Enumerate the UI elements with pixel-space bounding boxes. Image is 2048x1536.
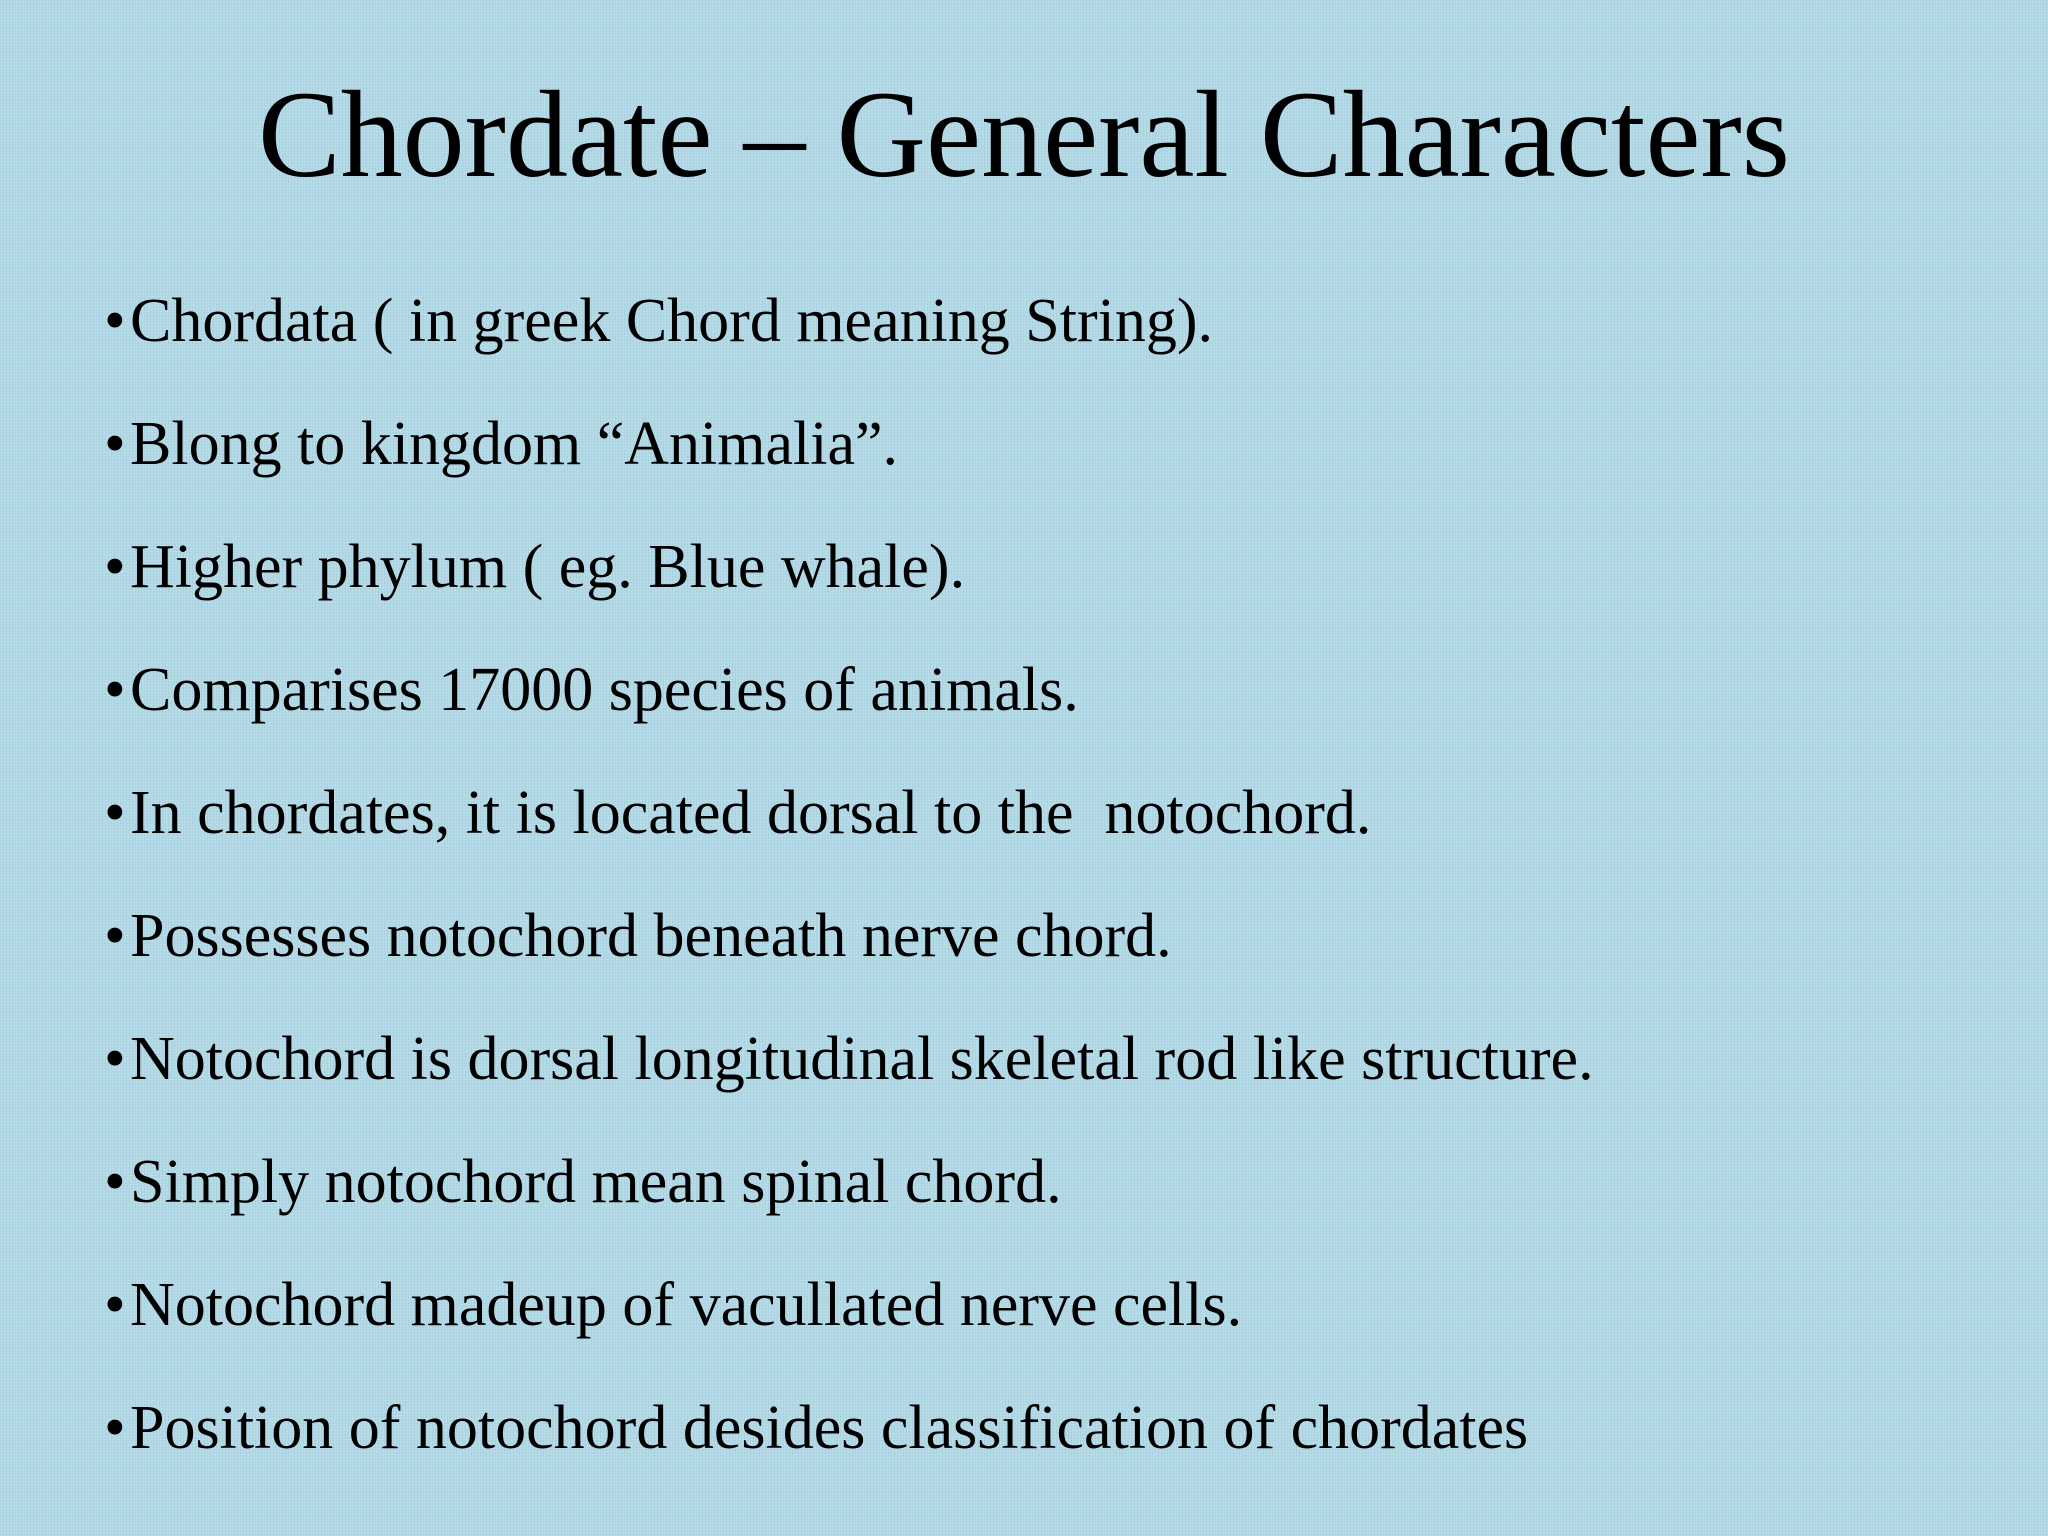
bullet-text: Higher phylum ( eg. Blue whale). xyxy=(130,533,966,601)
bullet-item xyxy=(104,506,1984,629)
bullet-text: Position of notochord desides classification of chordates xyxy=(130,1394,1529,1462)
bullet-icon: • xyxy=(104,656,126,724)
bullet-item xyxy=(104,1121,1984,1244)
bullet-item xyxy=(104,1244,1984,1367)
bullet-text: Blong to kingdom “Animalia”. xyxy=(130,410,899,478)
bullet-icon: • xyxy=(104,779,126,847)
bullet-icon: • xyxy=(104,1394,126,1462)
bullet-text: Simply notochord mean spinal chord. xyxy=(130,1148,1062,1216)
bullet-icon: • xyxy=(104,410,126,478)
bullet-text: Chordata ( in greek Chord meaning String). xyxy=(130,287,1214,355)
bullet-text: Possesses notochord beneath nerve chord. xyxy=(130,902,1172,970)
bullet-text: Notochord madeup of vacullated nerve cells. xyxy=(130,1271,1243,1339)
bullet-list xyxy=(104,260,1984,1490)
bullet-item xyxy=(104,875,1984,998)
bullet-icon: • xyxy=(104,902,126,970)
bullet-icon: • xyxy=(104,287,126,355)
bullet-text: Notochord is dorsal longitudinal skeletal rod like structure. xyxy=(130,1025,1594,1093)
slide-title: Chordate – General Characters xyxy=(257,66,1791,203)
bullet-item xyxy=(104,260,1984,383)
bullet-icon: • xyxy=(104,1025,126,1093)
bullet-icon: • xyxy=(104,533,126,601)
bullet-text: Comparises 17000 species of animals. xyxy=(130,656,1079,724)
bullet-text: In chordates, it is located dorsal to the notochord. xyxy=(130,779,1372,847)
bullet-item xyxy=(104,383,1984,506)
bullet-icon: • xyxy=(104,1271,126,1339)
bullet-icon: • xyxy=(104,1148,126,1216)
bullet-item xyxy=(104,998,1984,1121)
bullet-item xyxy=(104,629,1984,752)
bullet-item xyxy=(104,1367,1984,1490)
bullet-item xyxy=(104,752,1984,875)
